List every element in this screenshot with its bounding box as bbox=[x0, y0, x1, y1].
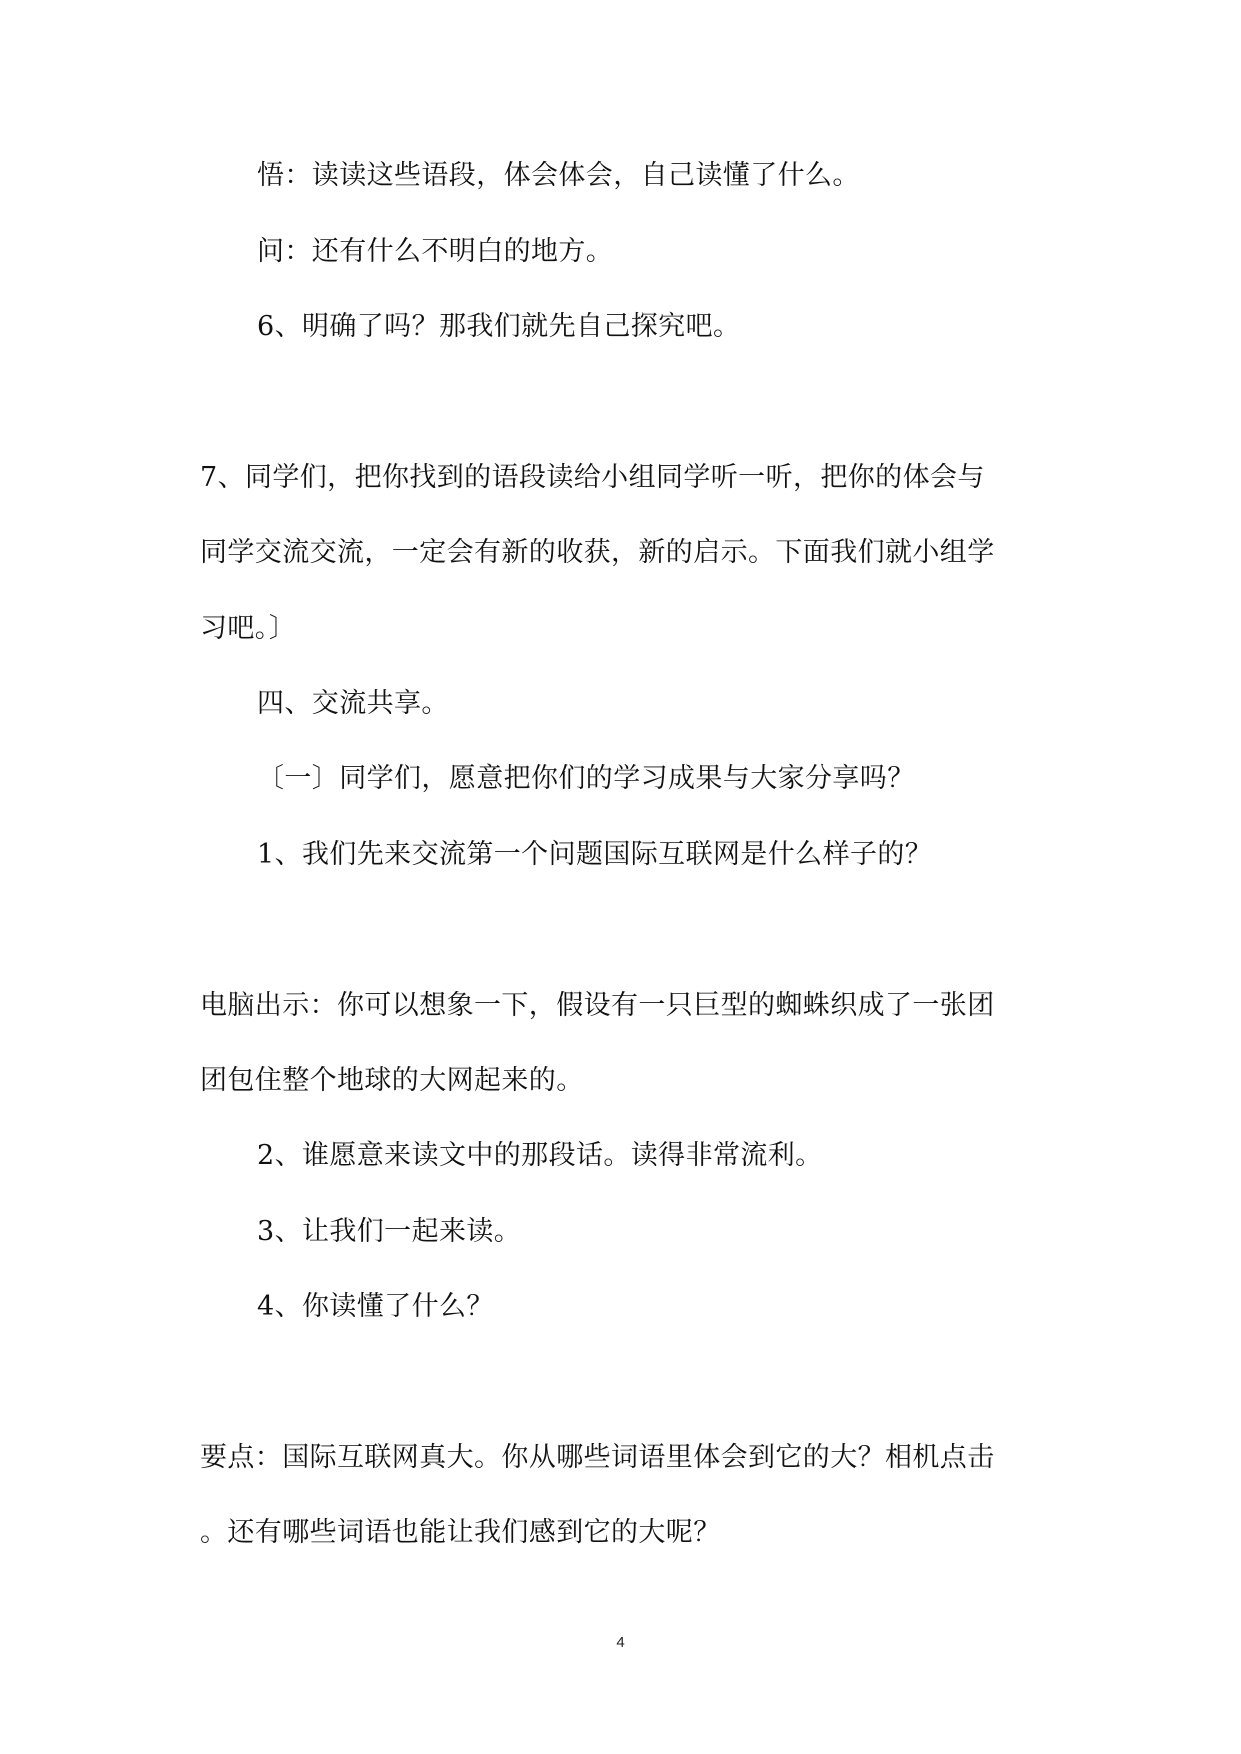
paragraph-line: 团包住整个地球的大网起来的。 bbox=[200, 1065, 584, 1096]
paragraph-line: 4、你读懂了什么？ bbox=[257, 1291, 494, 1322]
paragraph-line: 问：还有什么不明白的地方。 bbox=[257, 236, 614, 267]
paragraph-line: 要点：国际互联网真大。你从哪些词语里体会到它的大？相机点击 bbox=[200, 1442, 995, 1473]
paragraph-line: 2、谁愿意来读文中的那段话。读得非常流利。 bbox=[257, 1140, 823, 1171]
paragraph-line: 电脑出示：你可以想象一下，假设有一只巨型的蜘蛛织成了一张团 bbox=[200, 990, 995, 1021]
paragraph-line: 〔一〕同学们，愿意把你们的学习成果与大家分享吗？ bbox=[257, 763, 915, 794]
paragraph-line: 1、我们先来交流第一个问题国际互联网是什么样子的？ bbox=[257, 839, 933, 870]
paragraph-line: 6、明确了吗？那我们就先自己探究吧。 bbox=[257, 311, 741, 342]
page-number: 4 bbox=[616, 1634, 625, 1651]
paragraph-line: 。还有哪些词语也能让我们感到它的大呢？ bbox=[200, 1517, 721, 1548]
paragraph-line: 习吧。〕 bbox=[200, 613, 297, 644]
paragraph-line: 同学交流交流，一定会有新的收获，新的启示。下面我们就小组学 bbox=[200, 537, 995, 568]
paragraph-line: 7、同学们，把你找到的语段读给小组同学听一听，把你的体会与 bbox=[200, 462, 985, 493]
paragraph-line: 悟：读读这些语段，体会体会，自己读懂了什么。 bbox=[257, 160, 860, 191]
paragraph-line: 3、让我们一起来读。 bbox=[257, 1216, 522, 1247]
section-heading: 四、交流共享。 bbox=[257, 688, 449, 719]
